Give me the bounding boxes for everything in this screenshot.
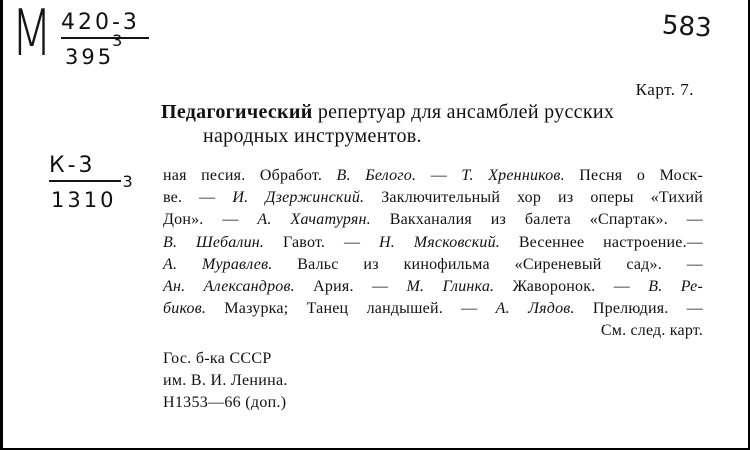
composer-name: В. Белого. (336, 167, 417, 184)
contents-line (163, 254, 703, 276)
contents-line (163, 209, 703, 231)
title-bold-word: Педагогический (161, 101, 313, 123)
secondary-shelf-mark-denominator (49, 172, 133, 212)
library-name: Гос. б-ка СССР (163, 350, 272, 367)
secondary-shelf-mark-numerator: К-3 (49, 153, 96, 178)
contents-text: ве. — (163, 189, 233, 207)
fraction-bar (61, 37, 149, 39)
library-imprint (163, 348, 288, 414)
contents-text: Вальс из кинофильма «Сиреневый сад». — (272, 255, 703, 273)
contents-listing (163, 165, 703, 343)
contents-text: Ария. — (294, 278, 407, 296)
contents-text: Мазурка; Танец ландышей. — (206, 300, 496, 318)
contents-text: Заключительный хор из оперы «Тихий (364, 189, 703, 207)
contents-text: См. след. карт. (600, 322, 703, 340)
composer-name: Ан. Александров. (163, 278, 295, 296)
contents-text: Прелюдия. — (574, 300, 704, 318)
library-dedication: им. В. И. Ленина. (163, 372, 288, 389)
composer-name: В. Ре- (648, 278, 704, 296)
composer-name: А. Лядов. (495, 300, 575, 318)
secondary-shelf-mark-denominator-value: 1310 (51, 188, 117, 212)
continuation-note (163, 320, 703, 342)
secondary-shelf-mark-fraction (49, 155, 133, 211)
shelf-mark-fraction (61, 12, 149, 68)
card-corner-number: 583 (661, 10, 713, 44)
contents-line (163, 276, 703, 298)
contents-line (163, 298, 703, 320)
title-rest: репертуар для ансамблей русских (312, 101, 615, 123)
contents-line (163, 165, 703, 187)
composer-name: А. Муравлев. (163, 255, 273, 273)
fraction-bar (49, 180, 121, 182)
contents-line (163, 187, 703, 209)
contents-text: Жаворонок. — (494, 278, 649, 296)
composer-name: В. Шебалин. (163, 233, 265, 251)
shelf-mark-denominator-value: 395 (65, 45, 115, 69)
contents-text: ная песия. Обработ. (163, 167, 337, 184)
composer-name: И. Дзержинский. (232, 189, 365, 207)
contents-line (163, 232, 703, 254)
contents-text: Песня о Моск- (564, 167, 704, 184)
handwritten-letter: М (11, 0, 51, 71)
shelf-mark-superscript: 3 (112, 31, 123, 50)
composer-name: А. Хачатурян. (257, 211, 371, 229)
shelf-mark-denominator (61, 31, 149, 69)
composer-name: биков. (163, 300, 207, 318)
contents-text: Гавот. — (264, 233, 379, 251)
contents-text: Весеннее настроение.— (500, 233, 704, 251)
secondary-shelf-mark-superscript: 3 (122, 172, 133, 191)
title-line-2: народных инструментов. (203, 125, 422, 147)
contents-text: Вакханалия из балета «Спартак». — (370, 211, 704, 229)
composer-name: М. Глинка. (406, 278, 495, 296)
contents-text: Дон». — (163, 211, 258, 229)
contents-text: — (416, 167, 462, 184)
card-title (161, 100, 701, 148)
composer-name: Н. Мясковский. (378, 233, 500, 251)
library-code: Н1353—66 (доп.) (163, 394, 287, 411)
card-number: Карт. 7. (635, 80, 694, 99)
shelf-mark-numerator: 420-3 (61, 10, 140, 35)
composer-name: Т. Хренников. (461, 167, 565, 184)
